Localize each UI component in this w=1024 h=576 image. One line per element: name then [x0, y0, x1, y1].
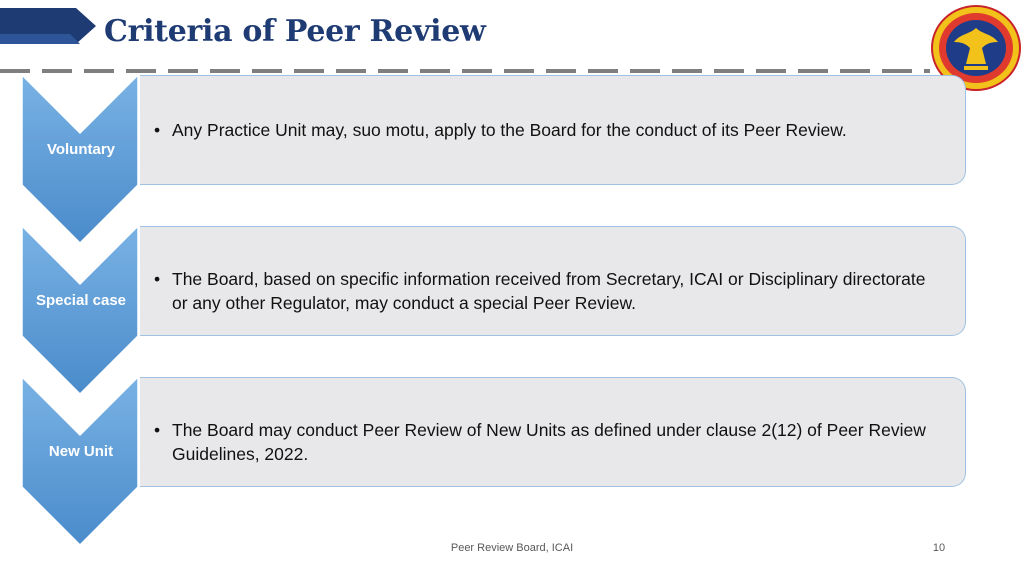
list-item	[154, 118, 943, 142]
bullet-marker: •	[154, 269, 161, 289]
chevron-shape	[20, 226, 140, 396]
criteria-row-special-case	[0, 226, 1024, 396]
criteria-description-panel	[140, 226, 966, 336]
corner-tab-decoration	[0, 8, 96, 44]
criteria-description-panel	[140, 377, 966, 487]
chevron-shape	[20, 377, 140, 547]
page-title: Criteria of Peer Review	[104, 14, 486, 49]
footer-text: Peer Review Board, ICAI	[450, 542, 574, 554]
criteria-text: The Board may conduct Peer Review of New Units as defined under clause 2(12) of Peer Review Guidelines, 2022.	[172, 420, 926, 464]
criteria-description-panel	[140, 75, 966, 185]
criteria-label: Voluntary	[46, 141, 116, 158]
criteria-text: Any Practice Unit may, suo motu, apply to the Board for the conduct of its Peer Review.	[172, 120, 847, 140]
criteria-label: Special case	[35, 292, 127, 309]
bullet-marker: •	[154, 420, 161, 440]
criteria-text: The Board, based on specific information received from Secretary, ICAI or Disciplinary directorate or any other Regulator, may conduct a special Peer Review.	[172, 269, 926, 313]
list-item	[154, 418, 943, 466]
bullet-marker: •	[154, 120, 161, 140]
criteria-label: New Unit	[48, 443, 114, 460]
chevron-shape	[20, 75, 140, 245]
list-item	[154, 267, 943, 315]
criteria-row-new-unit	[0, 377, 1024, 547]
criteria-row-voluntary	[0, 75, 1024, 245]
header-dashed-divider	[0, 67, 930, 75]
page-number: 10	[932, 542, 946, 554]
